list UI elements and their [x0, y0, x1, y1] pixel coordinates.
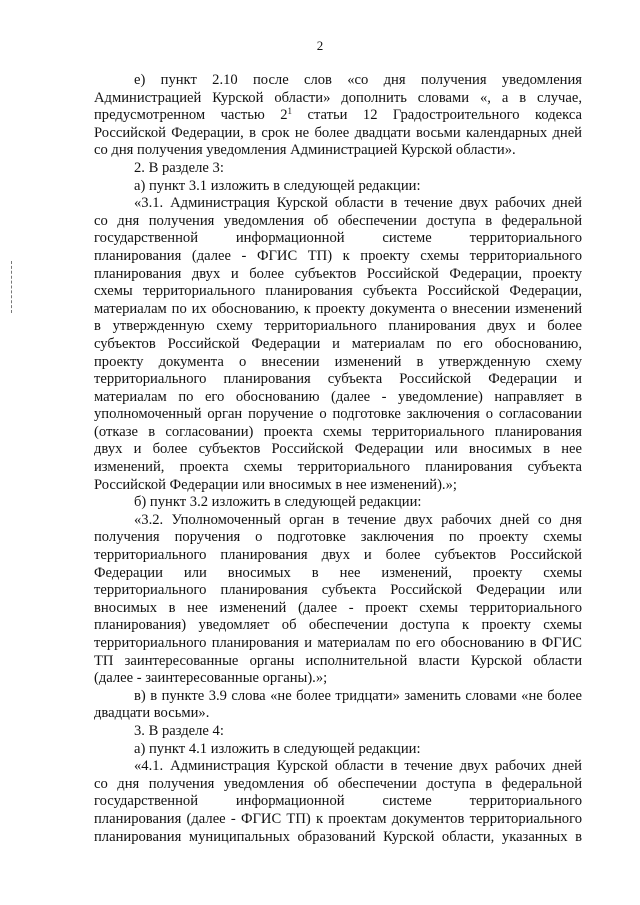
text-line: (отказе в согласовании) проекта схемы территориального планирования — [94, 423, 582, 440]
text-line: планирования (далее - ФГИС ТП) к проекту схемы территориального — [94, 247, 582, 264]
text-line: Российской Федерации, в срок не более двадцати восьми календарных дней — [94, 124, 582, 141]
text-line: со дня получения уведомления Администрацией Курской области». — [94, 142, 516, 159]
text-line: территориального планирования и материалам по его обоснованию в ФГИС — [94, 635, 582, 651]
text-line: Российской Федерации или вносимых в нее изменений).»; — [94, 476, 457, 493]
text-line: планирования двух и более субъектов Российской Федерации, проекту — [94, 265, 582, 282]
text-line: субъектов Российской Федерации и материалам по его обоснованию, — [94, 335, 582, 352]
text-line: двадцати восьми». — [94, 705, 210, 722]
page-number: 2 — [316, 38, 324, 53]
text-line: б) пункт 3.2 изложить в следующей редакции: — [134, 494, 422, 511]
text-line: «3.1. Администрация Курской области в течение двух рабочих дней — [134, 195, 582, 212]
text-line: изменений, проекта схемы территориального планирования субъекта — [94, 459, 582, 476]
text-line: в утвержденную схему территориального планирования двух и более — [94, 318, 582, 335]
text-line: а) пункт 4.1 изложить в следующей редакции: — [134, 740, 421, 757]
document-body — [94, 72, 582, 846]
text-line: проекту документа о внесении изменений в утвержденную схему — [94, 353, 582, 370]
text-line: «3.2. Уполномоченный орган в течение двух рабочих дней со дня — [134, 511, 582, 528]
text-line: со дня получения уведомления об обеспечении доступа в федеральной — [94, 212, 582, 229]
text-line: двух и более субъектов Российской Федерации или вносимых в нее — [94, 441, 582, 458]
text-line: в) в пункте 3.9 слова «не более тридцати» заменить словами «не более — [134, 687, 582, 704]
text-line: схемы территориального планирования субъекта Российской Федерации, — [94, 283, 582, 300]
superscript: 1 — [287, 106, 293, 117]
text-line: вносимых в нее изменений (далее - проект схемы территориального — [94, 599, 582, 616]
text-line: Администрацией Курской области» дополнить словами «, а в случае, — [94, 89, 582, 106]
text-line: ТП заинтересованные органы исполнительной власти Курской области — [94, 652, 582, 669]
text-line: 2. В разделе 3: — [134, 159, 224, 176]
text-line: со дня получения уведомления об обеспечении доступа в федеральной — [94, 775, 582, 792]
text-line: а) пункт 3.1 изложить в следующей редакции: — [134, 177, 421, 194]
text-line: материалам по их обоснованию, к проекту документа о внесении изменений — [94, 300, 582, 317]
margin-scan-mark — [11, 261, 13, 313]
text-line: Федерации или вносимых в нее изменений, проекту схемы — [94, 564, 582, 581]
text-line: территориального планирования субъекта Российской Федерации и — [94, 371, 582, 388]
text-line: е) пункт 2.10 после слов «со дня получения уведомления — [134, 72, 582, 88]
text-line: планирования (далее - ФГИС ТП) к проектам документов территориального — [94, 810, 582, 827]
text-line: материалам по его обоснованию (далее - уведомление) направляет в — [94, 388, 582, 405]
text-line: планирования муниципальных образований Курской области, указанных в — [94, 828, 582, 845]
text-line: «4.1. Администрация Курской области в течение двух рабочих дней — [134, 758, 582, 775]
text-line: государственной информационной системе территориального — [94, 230, 582, 247]
text-line: государственной информационной системе территориального — [94, 793, 582, 810]
text-line: получения поручения о подготовке заключения по проекту схемы — [94, 529, 582, 546]
text-line: планирования) уведомляет об обеспечении доступа к проекту схемы — [94, 617, 582, 634]
text-line: уполномоченный орган поручение о подготовке заключения о согласовании — [94, 406, 582, 423]
text-line: территориального планирования субъекта Российской Федерации или — [94, 582, 582, 599]
text-line: предусмотренном частью $2^1$ статьи 12 Градостроительного кодекса — [94, 106, 582, 124]
text-line: (далее - заинтересованные органы).»; — [94, 670, 328, 687]
text-line: территориального планирования двух и более субъектов Российской — [94, 547, 582, 564]
text-line: 3. В разделе 4: — [134, 722, 224, 739]
